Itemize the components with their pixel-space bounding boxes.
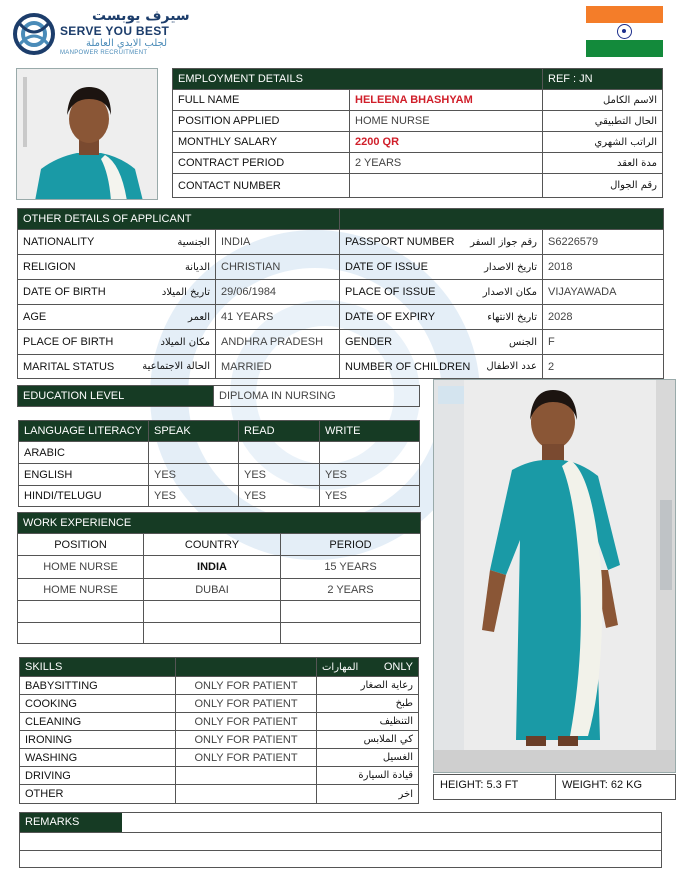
full-body-photo	[433, 379, 676, 773]
work-country: DUBAI	[144, 579, 281, 601]
skill-name: IRONING	[20, 731, 176, 749]
passport-number-label: PASSPORT NUMBER	[345, 236, 455, 248]
date-of-issue-label: DATE OF ISSUE	[345, 261, 428, 273]
work-period	[281, 601, 421, 623]
height-value: HEIGHT: 5.3 FT	[434, 775, 556, 799]
company-logo-icon	[12, 10, 56, 58]
religion-arabic: الديانة	[184, 261, 210, 273]
work-period: 2 YEARS	[281, 579, 421, 601]
gender-arabic: الجنس	[508, 336, 537, 348]
english-read: YES	[239, 464, 320, 486]
skills-header-blank	[176, 658, 317, 677]
marital-status-label: MARITAL STATUS	[23, 360, 115, 373]
table-row	[18, 623, 421, 644]
position-applied-label: POSITION APPLIED	[173, 111, 350, 132]
place-of-birth-value: ANDHRA PRADESH	[216, 330, 340, 355]
number-of-children-label: NUMBER OF CHILDREN	[345, 360, 471, 373]
monthly-salary-arabic: الراتب الشهري	[543, 132, 663, 153]
date-of-birth-arabic: تاريخ الميلاد	[161, 286, 210, 298]
dob-label-cell	[18, 280, 216, 305]
other-details-table	[17, 208, 664, 379]
work-experience-header: WORK EXPERIENCE	[18, 513, 421, 534]
table-row	[20, 767, 419, 785]
nationality-arabic: الجنسية	[177, 236, 210, 248]
period-column-header: PERIOD	[281, 534, 421, 556]
date-of-expiry-label: DATE OF EXPIRY	[345, 311, 436, 323]
position-applied-arabic: الحال التطبيقي	[543, 111, 663, 132]
language-literacy-table	[18, 420, 420, 507]
skill-name: BABYSITTING	[20, 677, 176, 695]
height-weight-box	[433, 774, 676, 800]
age-value: 41 YEARS	[216, 305, 340, 330]
full-name-value: HELEENA BHASHYAM	[350, 90, 543, 111]
read-header: READ	[239, 421, 320, 442]
contract-period-arabic: مدة العقد	[543, 153, 663, 174]
speak-header: SPEAK	[149, 421, 239, 442]
table-row	[18, 601, 421, 623]
language-arabic: ARABIC	[19, 442, 149, 464]
arabic-write	[320, 442, 420, 464]
language-literacy-header: LANGUAGE LITERACY	[19, 421, 149, 442]
gender-label: GENDER	[345, 336, 393, 348]
language-hindi-telugu: HINDI/TELUGU	[19, 486, 149, 507]
children-label-cell	[340, 355, 543, 379]
contact-number-label: CONTACT NUMBER	[173, 174, 350, 198]
write-header: WRITE	[320, 421, 420, 442]
weight-value: WEIGHT: 62 KG	[562, 779, 643, 791]
marital-status-value: MARRIED	[216, 355, 340, 379]
full-name-label: FULL NAME	[173, 90, 350, 111]
gender-label-cell	[340, 330, 543, 355]
monthly-salary-label: MONTHLY SALARY	[173, 132, 350, 153]
remarks-section	[19, 812, 662, 868]
nationality-value: INDIA	[216, 230, 340, 255]
skill-name: WASHING	[20, 749, 176, 767]
hindi-speak: YES	[149, 486, 239, 507]
table-row	[20, 695, 419, 713]
contract-period-label: CONTRACT PERIOD	[173, 153, 350, 174]
date-of-issue-arabic: تاريخ الاصدار	[484, 261, 537, 273]
date-of-birth-value: 29/06/1984	[216, 280, 340, 305]
remarks-line	[20, 850, 661, 868]
skill-level: ONLY FOR PATIENT	[176, 731, 317, 749]
passport-label-cell	[340, 230, 543, 255]
skill-name: COOKING	[20, 695, 176, 713]
employment-details-table	[172, 68, 663, 198]
reference-code: REF : JN	[543, 69, 663, 90]
age-arabic: العمر	[188, 311, 210, 323]
passport-number-value: S6226579	[543, 230, 664, 255]
marital-status-label-cell	[18, 355, 216, 379]
nationality-label: NATIONALITY	[23, 236, 95, 248]
religion-value: CHRISTIAN	[216, 255, 340, 280]
place-of-issue-arabic: مكان الاصدار	[482, 286, 537, 298]
date-of-issue-value: 2018	[543, 255, 664, 280]
religion-label: RELIGION	[23, 261, 76, 273]
work-position	[18, 601, 144, 623]
work-experience-table	[17, 512, 421, 644]
skills-table	[19, 657, 419, 804]
skill-arabic: قيادة السيارة	[317, 767, 419, 785]
table-row	[20, 749, 419, 767]
skill-name: DRIVING	[20, 767, 176, 785]
skills-header-only: ONLY	[383, 661, 413, 673]
skill-arabic: التنظيف	[317, 713, 419, 731]
table-row	[20, 731, 419, 749]
skill-arabic: كي الملابس	[317, 731, 419, 749]
table-row	[18, 556, 421, 579]
english-write: YES	[320, 464, 420, 486]
skill-arabic: الغسيل	[317, 749, 419, 767]
place-of-birth-label-cell	[18, 330, 216, 355]
position-applied-value: HOME NURSE	[350, 111, 543, 132]
gender-value: F	[543, 330, 664, 355]
work-country	[144, 601, 281, 623]
table-row	[20, 713, 419, 731]
skill-arabic: رعاية الصغار	[317, 677, 419, 695]
skill-level: ONLY FOR PATIENT	[176, 713, 317, 731]
position-column-header: POSITION	[18, 534, 144, 556]
portrait-photo	[16, 68, 158, 200]
skill-arabic: طبخ	[317, 695, 419, 713]
place-of-birth-arabic: مكان الميلاد	[160, 336, 210, 348]
age-label: AGE	[23, 311, 47, 323]
work-position: HOME NURSE	[18, 579, 144, 601]
logo-english-name: SERVE YOU BEST	[60, 24, 170, 38]
work-country: INDIA	[144, 556, 281, 579]
skill-level	[176, 767, 317, 785]
india-flag-icon	[586, 6, 663, 57]
employment-details-header: EMPLOYMENT DETAILS	[173, 69, 543, 90]
place-of-issue-label-cell	[340, 280, 543, 305]
work-period	[281, 623, 421, 644]
work-position: HOME NURSE	[18, 556, 144, 579]
skill-name: OTHER	[20, 785, 176, 804]
logo-english-subtitle: MANPOWER RECRUITMENT	[60, 50, 148, 56]
logo-arabic-name: سيرف يوبست	[92, 8, 190, 24]
hindi-read: YES	[239, 486, 320, 507]
language-english: ENGLISH	[19, 464, 149, 486]
remarks-line	[20, 832, 661, 850]
education-level-label: EDUCATION LEVEL	[18, 386, 214, 407]
work-position	[18, 623, 144, 644]
skills-header: SKILLS	[20, 658, 176, 677]
skill-level: ONLY FOR PATIENT	[176, 677, 317, 695]
remarks-header: REMARKS	[20, 813, 122, 832]
skill-arabic: اخر	[317, 785, 419, 804]
full-name-arabic: الاسم الكامل	[543, 90, 663, 111]
table-row	[18, 579, 421, 601]
date-of-issue-label-cell	[340, 255, 543, 280]
place-of-issue-value: VIJAYAWADA	[543, 280, 664, 305]
contract-period-value: 2 YEARS	[350, 153, 543, 174]
expiry-label-cell	[340, 305, 543, 330]
marital-status-arabic: الحالة الاجتماعية	[142, 361, 210, 372]
logo-arabic-subtitle: لجلب الايدي العاملة	[86, 38, 168, 49]
monthly-salary-value: 2200 QR	[350, 132, 543, 153]
skill-name: CLEANING	[20, 713, 176, 731]
number-of-children-value: 2	[543, 355, 664, 379]
arabic-speak	[149, 442, 239, 464]
date-of-expiry-value: 2028	[543, 305, 664, 330]
arabic-read	[239, 442, 320, 464]
place-of-birth-label: PLACE OF BIRTH	[23, 336, 114, 348]
skill-level: ONLY FOR PATIENT	[176, 749, 317, 767]
other-details-header-blank	[340, 209, 664, 230]
age-label-cell	[18, 305, 216, 330]
skill-level	[176, 785, 317, 804]
date-of-expiry-arabic: تاريخ الانتهاء	[487, 311, 537, 323]
work-country	[144, 623, 281, 644]
other-details-header: OTHER DETAILS OF APPLICANT	[18, 209, 340, 230]
date-of-birth-label: DATE OF BIRTH	[23, 286, 106, 298]
work-period: 15 YEARS	[281, 556, 421, 579]
table-row	[20, 785, 419, 804]
skills-header-right	[317, 658, 419, 677]
nationality-label-cell	[18, 230, 216, 255]
religion-label-cell	[18, 255, 216, 280]
table-row	[20, 677, 419, 695]
place-of-issue-label: PLACE OF ISSUE	[345, 286, 436, 298]
education-level-value: DIPLOMA IN NURSING	[214, 386, 420, 407]
hindi-write: YES	[320, 486, 420, 507]
number-of-children-arabic: عدد الاطفال	[486, 361, 537, 372]
country-column-header: COUNTRY	[144, 534, 281, 556]
education-table	[17, 385, 420, 407]
english-speak: YES	[149, 464, 239, 486]
contact-number-arabic: رقم الجوال	[543, 174, 663, 198]
contact-number-value	[350, 174, 543, 198]
skills-header-arabic: المهارات	[322, 661, 359, 673]
passport-number-arabic: رقم جواز السفر	[470, 236, 537, 248]
skill-level: ONLY FOR PATIENT	[176, 695, 317, 713]
